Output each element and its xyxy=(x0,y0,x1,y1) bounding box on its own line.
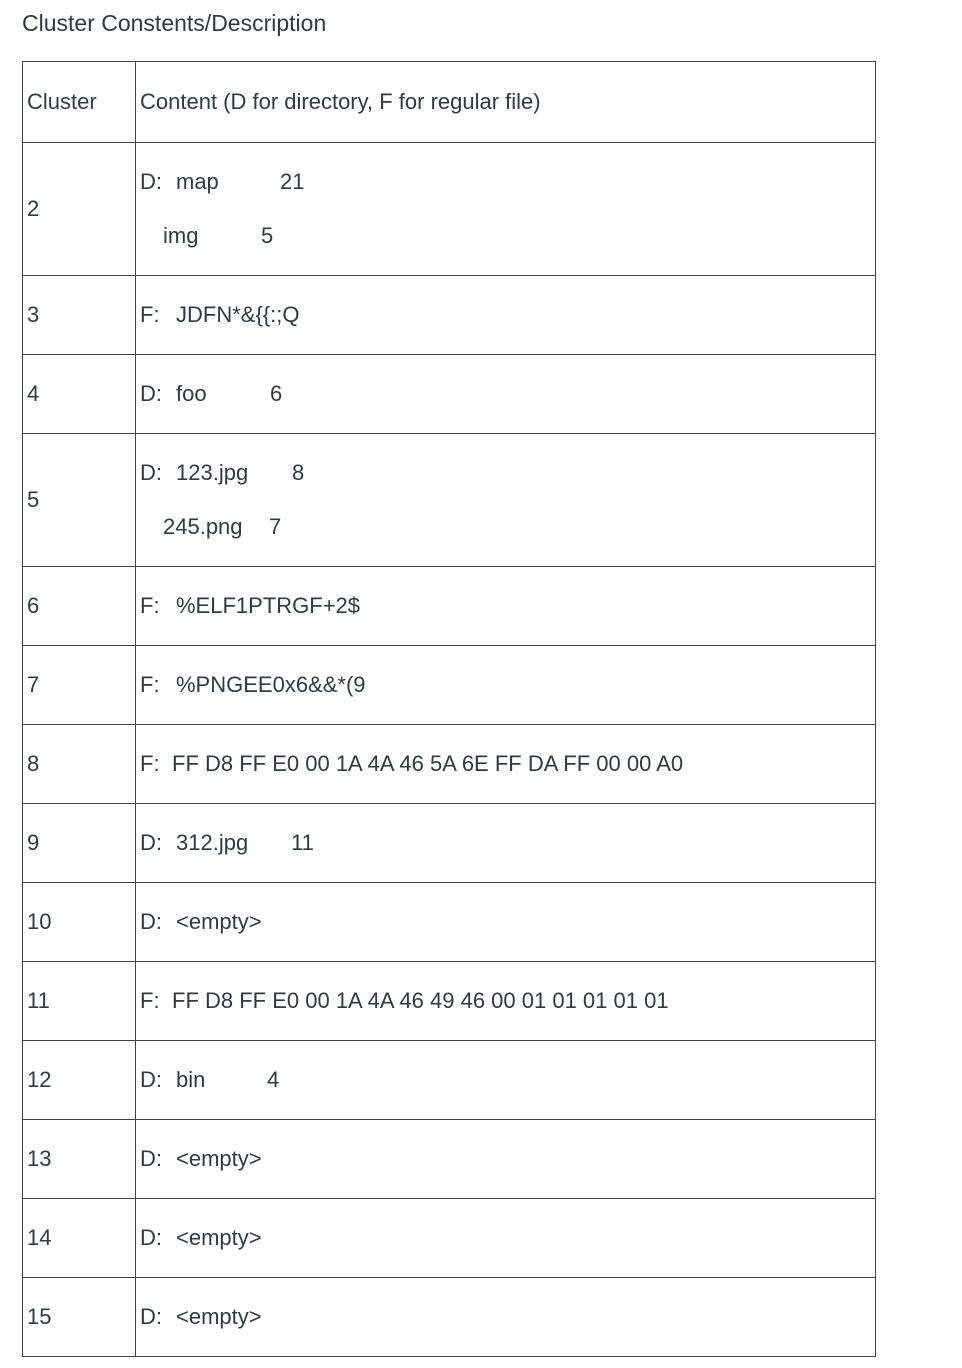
table-row xyxy=(23,646,876,725)
entry-name: 123.jpg xyxy=(176,459,249,485)
cluster-content xyxy=(136,804,876,883)
entry-cluster: 6 xyxy=(270,381,283,406)
cluster-content xyxy=(136,962,876,1041)
entry-name: 245.png xyxy=(163,513,243,539)
table-row xyxy=(23,1120,876,1199)
file-content: %PNGEE0x6&&*(9 xyxy=(176,672,366,697)
kind-label: F: xyxy=(140,672,160,697)
cluster-number: 12 xyxy=(23,1041,136,1120)
dir-empty: <empty> xyxy=(176,909,262,934)
entry-name: 312.jpg xyxy=(176,830,249,855)
cluster-number: 4 xyxy=(23,355,136,434)
cluster-content xyxy=(136,1120,876,1199)
dir-entry xyxy=(140,514,875,541)
table-row xyxy=(23,725,876,804)
table-row xyxy=(23,1278,876,1357)
entry-cluster: 4 xyxy=(267,1067,280,1092)
header-content: Content (D for directory, F for regular file) xyxy=(136,62,876,143)
kind-label: D: xyxy=(140,830,162,855)
cluster-number: 3 xyxy=(23,276,136,355)
cluster-content xyxy=(136,276,876,355)
cluster-content xyxy=(136,725,876,804)
kind-label: F: xyxy=(140,302,160,327)
table-row xyxy=(23,434,876,567)
dir-empty: <empty> xyxy=(176,1146,262,1171)
entry-cluster: 7 xyxy=(269,513,282,539)
table-header-row xyxy=(23,62,876,143)
cluster-table xyxy=(22,61,876,1357)
kind-label: D: xyxy=(140,381,162,406)
entry-name: map xyxy=(176,168,219,194)
kind-label: D: xyxy=(140,1225,162,1250)
table-row xyxy=(23,1199,876,1278)
entry-name: img xyxy=(163,222,199,248)
cluster-number: 11 xyxy=(23,962,136,1041)
cluster-number: 6 xyxy=(23,567,136,646)
table-row xyxy=(23,355,876,434)
kind-label: F: xyxy=(140,751,160,776)
cluster-number: 10 xyxy=(23,883,136,962)
cluster-content xyxy=(136,646,876,725)
dir-entry xyxy=(140,223,875,250)
file-content: %ELF1PTRGF+2$ xyxy=(176,593,361,618)
kind-label: D: xyxy=(140,909,162,934)
cluster-number: 2 xyxy=(23,143,136,276)
cluster-content xyxy=(136,143,876,276)
cluster-content xyxy=(136,355,876,434)
file-content: FF D8 FF E0 00 1A 4A 46 5A 6E FF DA FF 00 00 A0 xyxy=(172,751,684,776)
cluster-content xyxy=(136,1041,876,1120)
table-row xyxy=(23,804,876,883)
dir-empty: <empty> xyxy=(176,1304,262,1329)
kind-label: D: xyxy=(140,1067,162,1092)
kind-label: D: xyxy=(140,459,162,485)
dir-entry xyxy=(140,460,875,487)
file-content: FF D8 FF E0 00 1A 4A 46 49 46 00 01 01 01 01 01 xyxy=(172,988,669,1013)
table-row xyxy=(23,143,876,276)
table-row xyxy=(23,883,876,962)
kind-label: D: xyxy=(140,1146,162,1171)
kind-label: F: xyxy=(140,988,160,1013)
cluster-number: 7 xyxy=(23,646,136,725)
cluster-content xyxy=(136,567,876,646)
kind-label: D: xyxy=(140,1304,162,1329)
cluster-content xyxy=(136,1278,876,1357)
cluster-number: 9 xyxy=(23,804,136,883)
entry-cluster: 11 xyxy=(291,830,314,855)
cluster-number: 15 xyxy=(23,1278,136,1357)
cluster-number: 8 xyxy=(23,725,136,804)
cluster-number: 14 xyxy=(23,1199,136,1278)
page-title: Cluster Constents/Description xyxy=(22,10,327,36)
cluster-content xyxy=(136,883,876,962)
table-row xyxy=(23,1041,876,1120)
table-row xyxy=(23,567,876,646)
table-row xyxy=(23,276,876,355)
table-row xyxy=(23,962,876,1041)
header-cluster: Cluster xyxy=(23,62,136,143)
cluster-number: 13 xyxy=(23,1120,136,1199)
cluster-content xyxy=(136,434,876,567)
entry-name: bin xyxy=(176,1067,206,1092)
entry-cluster: 8 xyxy=(292,459,305,485)
dir-empty: <empty> xyxy=(176,1225,262,1250)
kind-label: F: xyxy=(140,593,160,618)
entry-cluster: 21 xyxy=(280,168,305,194)
cluster-content xyxy=(136,1199,876,1278)
cluster-number: 5 xyxy=(23,434,136,567)
dir-entry xyxy=(140,169,875,196)
kind-label: D: xyxy=(140,168,162,194)
file-content: JDFN*&{{:;Q xyxy=(176,302,300,327)
entry-name: foo xyxy=(176,381,207,406)
entry-cluster: 5 xyxy=(261,222,274,248)
